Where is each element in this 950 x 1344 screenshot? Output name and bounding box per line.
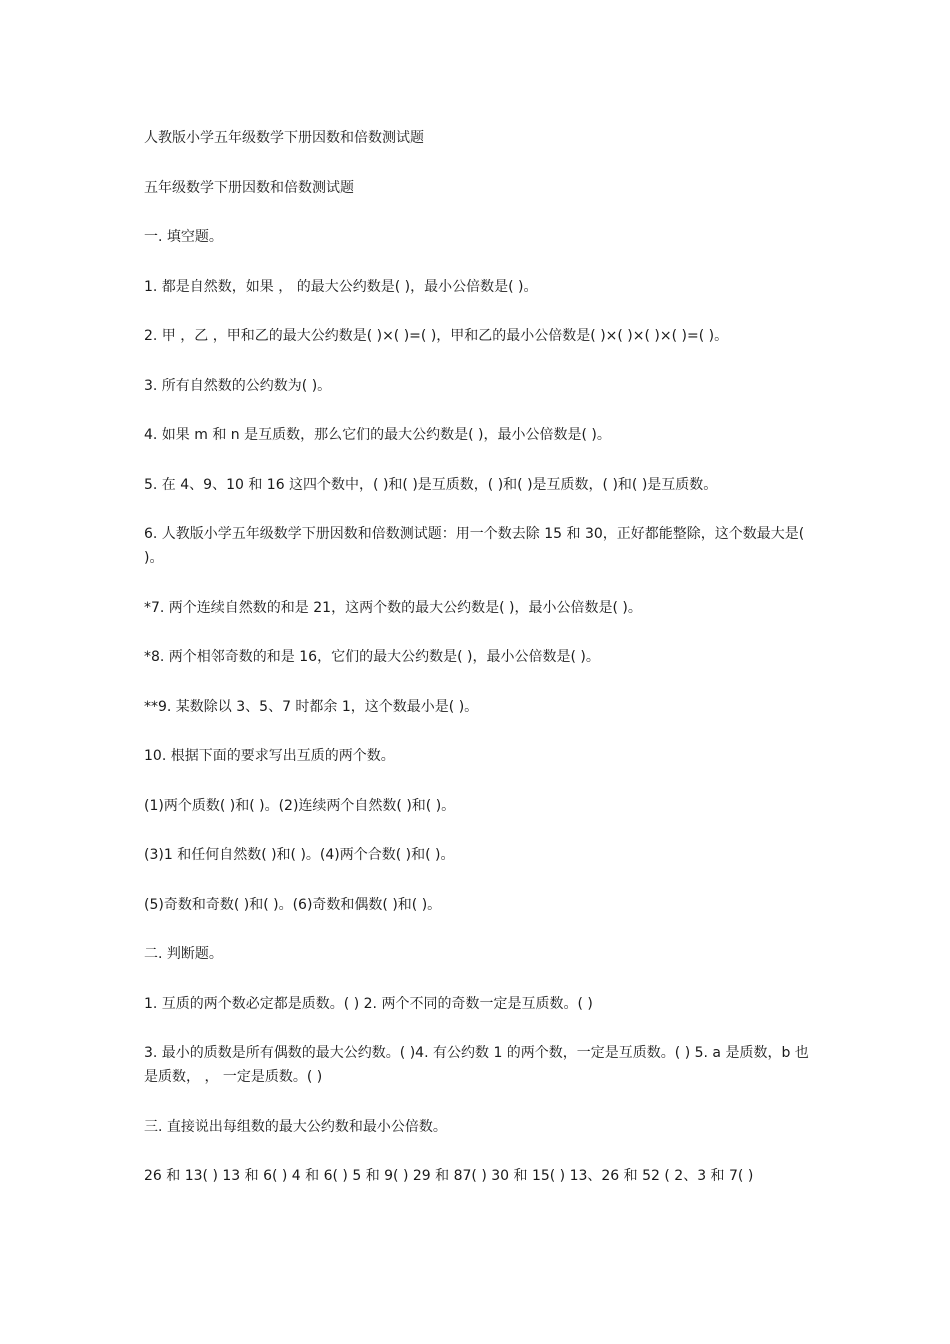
question-10-part-5-6: (5)奇数和奇数( )和( )。(6)奇数和偶数( )和( )。 (144, 896, 442, 913)
section-heading-fill-in: 一. 填空题。 (144, 229, 223, 245)
section-heading-true-false: 二. 判断题。 (144, 946, 223, 962)
question-4: 4. 如果 m 和 n 是互质数，那么它们的最大公约数是( )，最小公倍数是( )。 (144, 427, 611, 443)
question-10-part-3-4: (3)1 和任何自然数( )和( )。(4)两个合数( )和( )。 (144, 847, 455, 863)
gcd-lcm-groups: 26 和 13( ) 13 和 6( ) 4 和 6( ) 5 和 9( ) 29 和 87( ) 30 和 15( ) 13、26 和 52 ( 2、3 和 7( ) (144, 1168, 754, 1184)
document-body (144, 126, 819, 1214)
question-9: **9. 某数除以 3、5、7 时都余 1，这个数最小是( )。 (144, 698, 479, 715)
true-false-1-2: 1. 互质的两个数必定都是质数。( ) 2. 两个不同的奇数一定是互质数。( ) (144, 995, 593, 1012)
question-10-part-1-2: (1)两个质数( )和( )。(2)连续两个自然数( )和( )。 (144, 797, 456, 814)
doc-subtitle: 五年级数学下册因数和倍数测试题 (144, 179, 354, 196)
question-7: *7. 两个连续自然数的和是 21，这两个数的最大公约数是( )，最小公倍数是( )。 (144, 599, 642, 616)
question-10: 10. 根据下面的要求写出互质的两个数。 (144, 748, 395, 764)
question-6: 6. 人教版小学五年级数学下册因数和倍数测试题：用一个数去除 15 和 30，正好都能整除，这个数最大是( )。 (144, 526, 805, 566)
question-3: 3. 所有自然数的公约数为( )。 (144, 377, 332, 394)
doc-title: 人教版小学五年级数学下册因数和倍数测试题 (144, 130, 424, 146)
section-heading-gcd-lcm: 三. 直接说出每组数的最大公约数和最小公倍数。 (144, 1118, 447, 1135)
question-8: *8. 两个相邻奇数的和是 16，它们的最大公约数是( )，最小公倍数是( )。 (144, 649, 600, 665)
question-1: 1. 都是自然数，如果 ， 的最大公约数是( )，最小公倍数是( )。 (144, 278, 538, 295)
question-5: 5. 在 4、9、10 和 16 这四个数中，( )和( )是互质数，( )和( )是互质数，( )和( )是互质数。 (144, 476, 718, 493)
true-false-3-5: 3. 最小的质数是所有偶数的最大公约数。( )4. 有公约数 1 的两个数，一定是互质数。( ) 5. a 是质数，b 也是质数， ， 一定是质数。( ) (144, 1045, 809, 1085)
question-2: 2. 甲 ，乙 ，甲和乙的最大公约数是( )×( )=( )，甲和乙的最小公倍数是( )×( )×( )×( )=( )。 (144, 328, 729, 344)
